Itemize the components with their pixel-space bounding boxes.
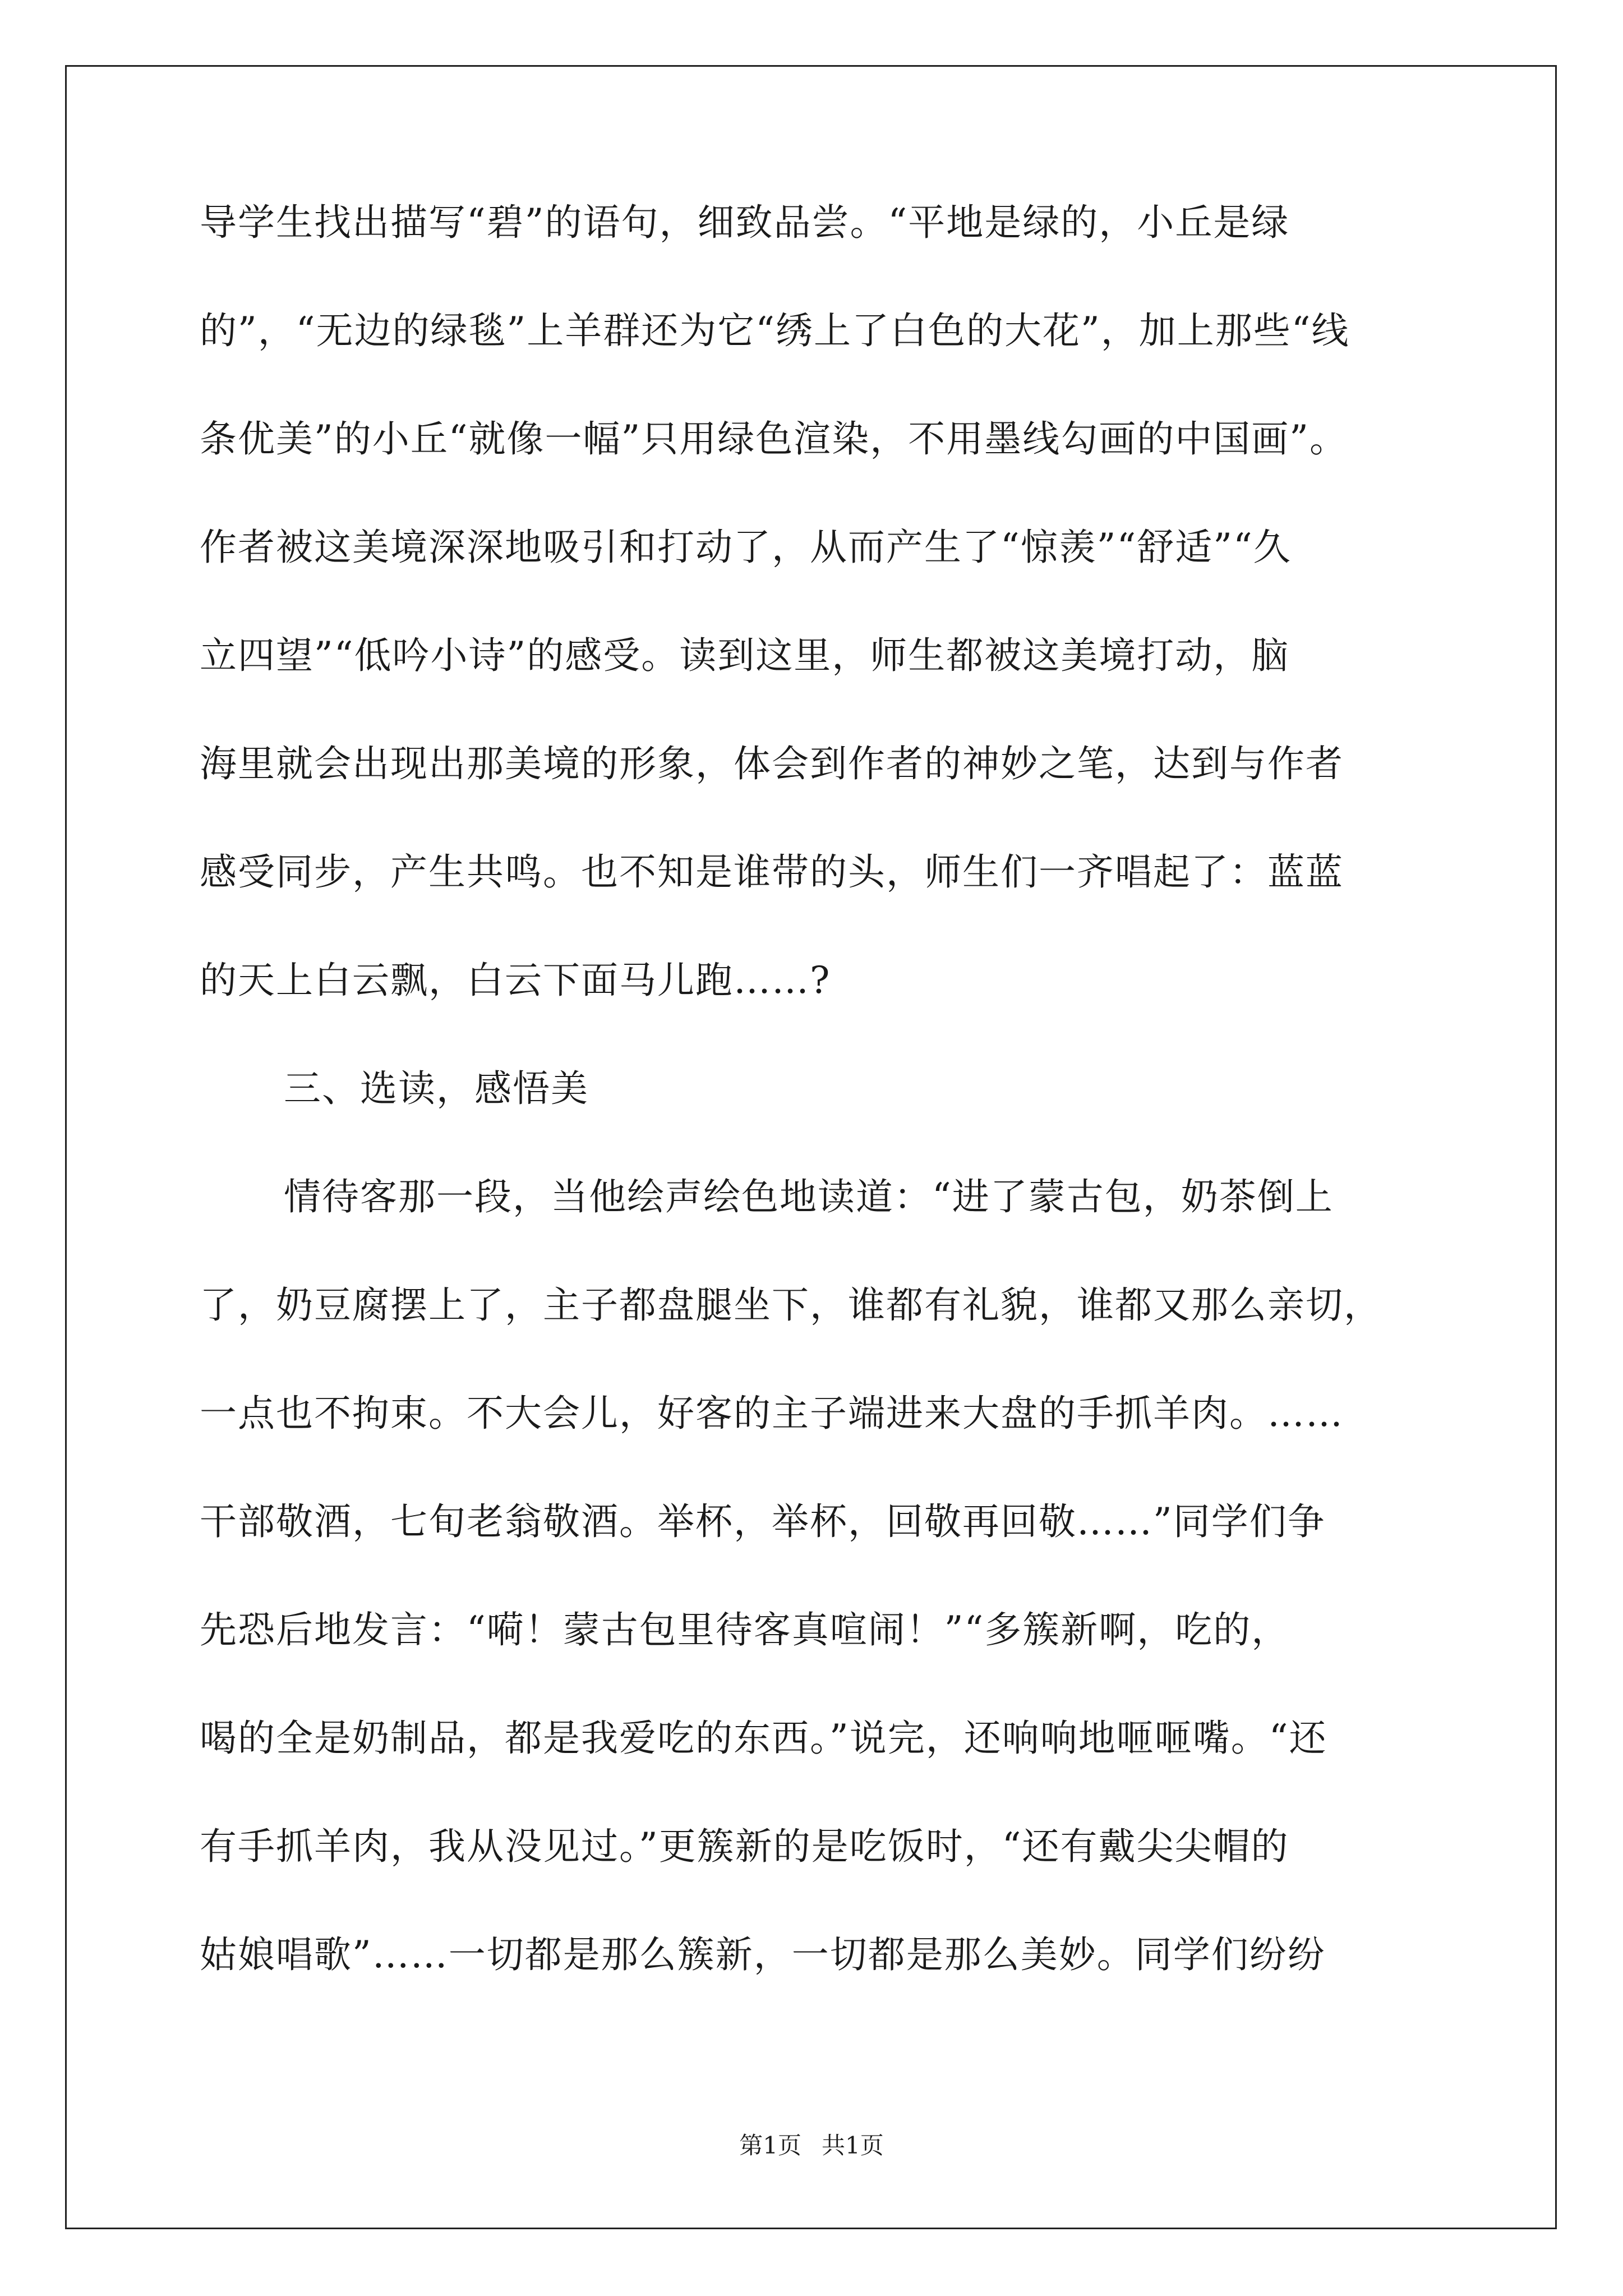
text-line: 条优美”的小丘“就像一幅”只用绿色渲染，不用墨线勾画的中国画”。: [200, 417, 1348, 461]
text-line: 了，奶豆腐摆上了，主子都盘腿坐下，谁都有礼貌，谁都又那么亲切，: [200, 1283, 1382, 1327]
text-line: 先恐后地发言：“嗬！蒙古包里待客真喧闹！”“多簇新啊，吃的，: [200, 1608, 1290, 1651]
text-line: 有手抓羊肉，我从没见过。”更簇新的是吃饭时，“还有戴尖尖帽的: [200, 1825, 1289, 1868]
text-line: 的天上白云飘，白云下面马儿跑……?: [200, 959, 831, 1002]
text-line: 海里就会出现出那美境的形象，体会到作者的神妙之笔，达到与作者: [200, 742, 1344, 785]
text-line: 的”，“无边的绿毯”上羊群还为它“绣上了白色的大花”，加上那些“线: [200, 309, 1350, 352]
text-line: 作者被这美境深深地吸引和打动了，从而产生了“惊羡”“舒适”“久: [200, 526, 1292, 569]
page-number: 第1页: [739, 2132, 801, 2159]
text-line: 干部敬酒，七旬老翁敬酒。举杯，举杯，回敬再回敬……”同学们争: [200, 1500, 1326, 1543]
text-line: 姑娘唱歌”……一切都是那么簇新，一切都是那么美妙。同学们纷纷: [200, 1933, 1326, 1976]
text-line: 情待客那一段，当他绘声绘色地读道：“进了蒙古包，奶茶倒上: [284, 1175, 1334, 1218]
text-line: 喝的全是奶制品，都是我爱吃的东西。”说完，还响响地咂咂嘴。“还: [200, 1717, 1327, 1760]
text-line: 感受同步，产生共鸣。也不知是谁带的头，师生们一齐唱起了：蓝蓝: [200, 850, 1344, 894]
page-total: 共1页: [822, 2132, 884, 2159]
section-heading: 三、选读，感悟美: [284, 1067, 589, 1110]
page-footer: [0, 2129, 1623, 2162]
document-body: [200, 168, 1490, 2009]
text-line: 一点也不拘束。不大会儿，好客的主子端进来大盘的手抓羊肉。……: [200, 1392, 1344, 1435]
text-line: 导学生找出描写“碧”的语句，细致品尝。“平地是绿的，小丘是绿: [200, 201, 1290, 244]
text-line: 立四望”“低吟小诗”的感受。读到这里，师生都被这美境打动，脑: [200, 634, 1290, 677]
